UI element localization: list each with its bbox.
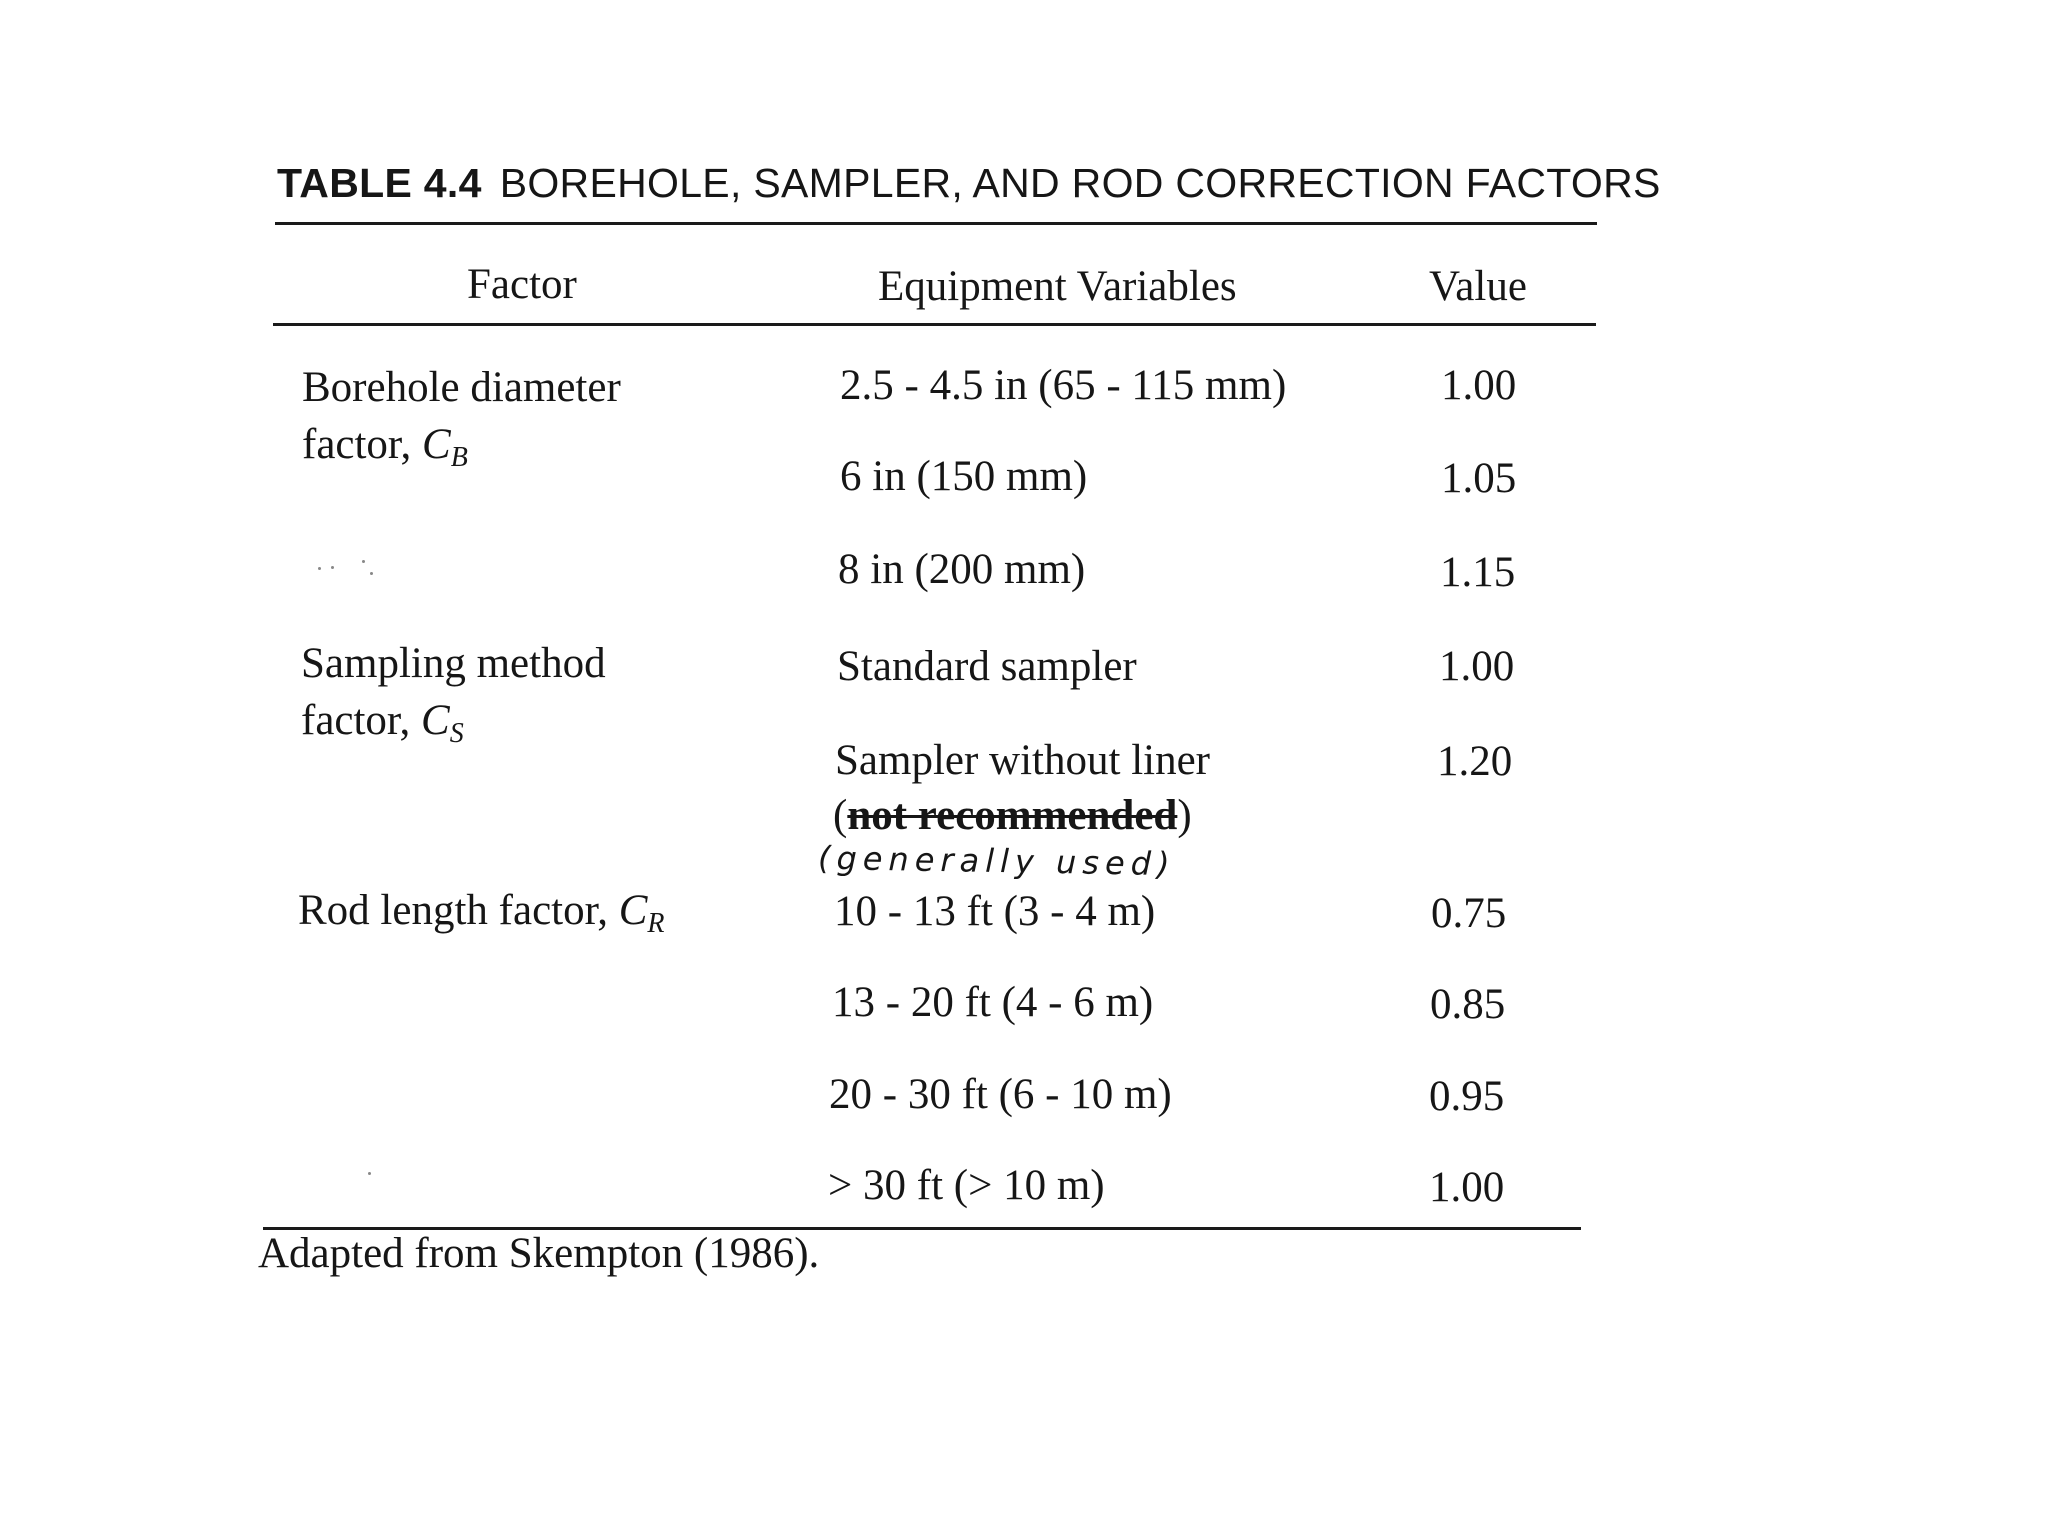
factor-symbol: $C_R$ [618, 887, 665, 939]
value-cell: 0.75 [1431, 890, 1507, 937]
equipment-cell: 10 - 13 ft (3 - 4 m) [834, 888, 1156, 935]
scan-speck [362, 560, 365, 563]
value-cell: 1.00 [1429, 1164, 1505, 1211]
scan-speck [370, 572, 373, 575]
equipment-cell: Standard sampler [837, 643, 1137, 690]
factor-label: Rod length factor, $C_R$ [298, 887, 665, 939]
scan-speck [368, 1172, 371, 1175]
table-number: TABLE 4.4 [277, 160, 482, 206]
value-cell: 1.00 [1441, 362, 1517, 409]
header-rule [273, 323, 1596, 326]
equipment-cell: 2.5 - 4.5 in (65 - 115 mm) [840, 362, 1287, 409]
value-cell: 1.15 [1440, 549, 1516, 596]
equipment-cell: Sampler without liner [835, 737, 1210, 784]
scan-speck [331, 566, 334, 569]
table-caption: BOREHOLE, SAMPLER, AND ROD CORRECTION FACTORS [499, 160, 1661, 206]
equipment-note: (not recommended) [833, 792, 1192, 839]
header-equipment: Equipment Variables [878, 263, 1237, 310]
struck-note: not recommended [847, 792, 1178, 839]
value-cell: 1.00 [1439, 643, 1515, 690]
scan-speck [318, 567, 321, 570]
equipment-cell: 8 in (200 mm) [838, 546, 1086, 593]
top-rule [275, 222, 1597, 225]
value-cell: 1.05 [1441, 455, 1517, 502]
equipment-cell: 6 in (150 mm) [840, 453, 1088, 500]
table-title [277, 160, 1661, 207]
header-factor: Factor [467, 261, 577, 308]
equipment-cell: 20 - 30 ft (6 - 10 m) [829, 1071, 1172, 1118]
factor-symbol: $C_B$ [422, 421, 468, 473]
equipment-cell: > 30 ft (> 10 m) [828, 1162, 1105, 1209]
factor-label: Borehole diameter [302, 364, 621, 411]
header-value: Value [1429, 263, 1527, 310]
value-cell: 0.95 [1429, 1073, 1505, 1120]
factor-label: Sampling method [301, 640, 606, 687]
equipment-cell: 13 - 20 ft (4 - 6 m) [832, 979, 1154, 1026]
factor-label-line2: factor, $C_B$ [302, 421, 468, 473]
handwritten-annotation: (generally used) [817, 838, 1176, 884]
value-cell: 1.20 [1437, 738, 1513, 785]
value-cell: 0.85 [1430, 981, 1506, 1028]
factor-label-line2: factor, $C_S$ [301, 697, 464, 749]
footnote: Adapted from Skempton (1986). [258, 1230, 820, 1277]
factor-symbol: $C_S$ [421, 697, 464, 749]
